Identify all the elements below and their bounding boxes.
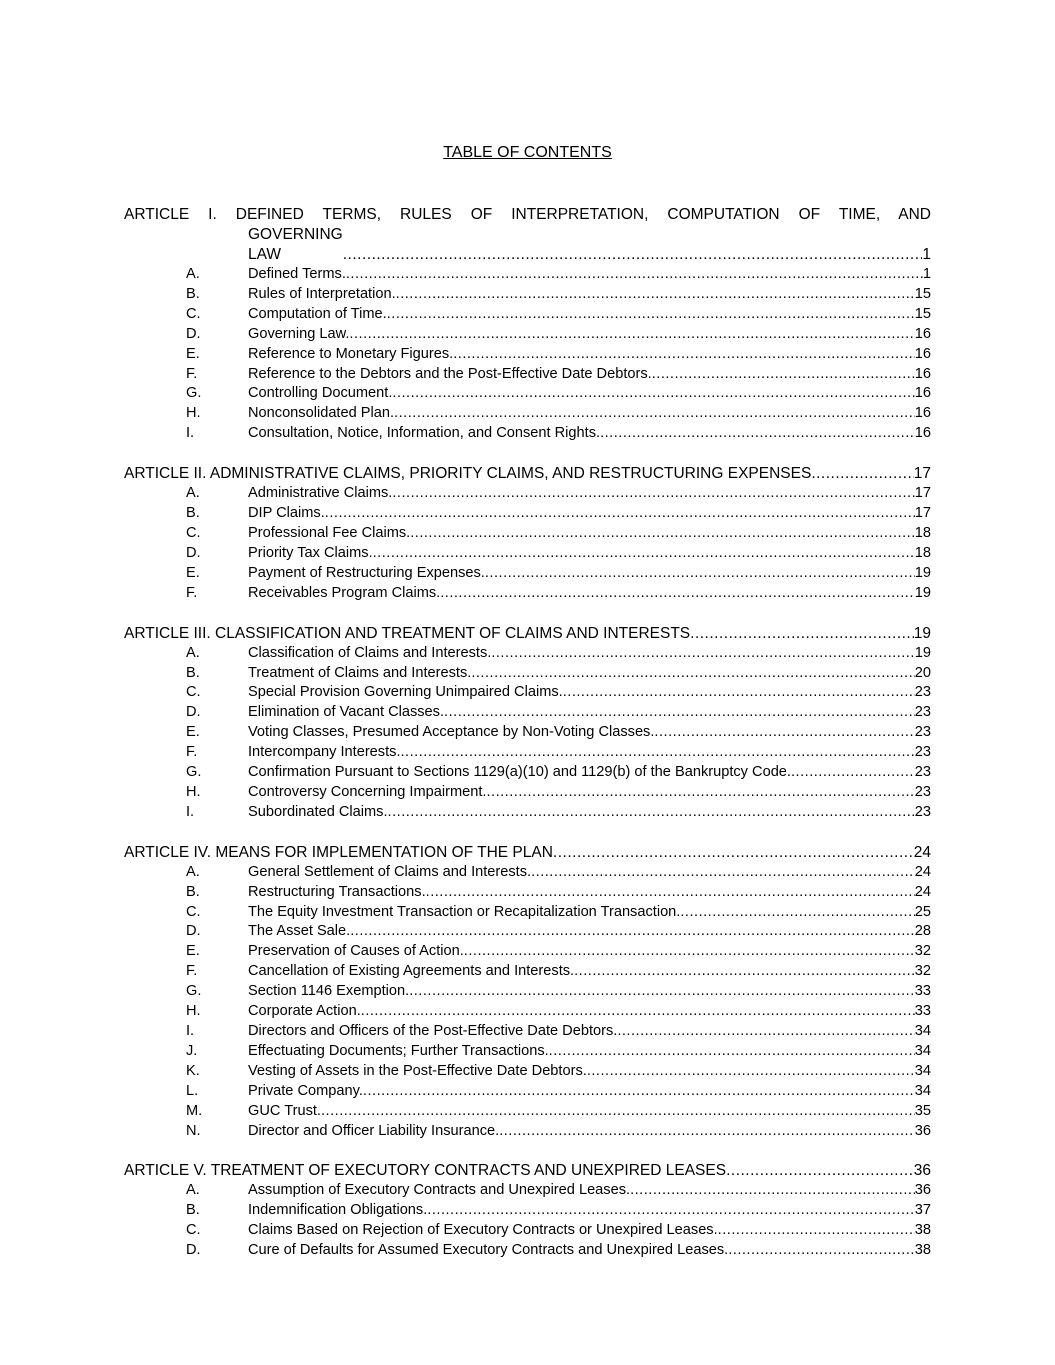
section-title: Priority Tax Claims.: [248, 544, 373, 561]
dot-leader: [811, 464, 913, 484]
toc-section-entry[interactable]: [124, 584, 931, 604]
toc-article: [124, 1161, 931, 1261]
table-of-contents: [124, 205, 931, 1281]
toc-article: [124, 843, 931, 1142]
toc-section-entry[interactable]: [124, 1002, 931, 1022]
article-heading-text: ARTICLE IV. MEANS FOR IMPLEMENTATION OF THE PLAN: [124, 843, 553, 861]
dot-leader: [444, 703, 915, 723]
section-title: Controlling Document.: [248, 385, 393, 402]
dot-leader: [350, 922, 915, 942]
page-number: 23: [914, 744, 931, 761]
section-title: Administrative Claims.: [248, 485, 393, 502]
section-title: Governing Law.: [248, 325, 350, 342]
section-letter: C.: [186, 684, 201, 701]
toc-section-entry[interactable]: [124, 644, 931, 664]
toc-section-entry[interactable]: [124, 1022, 931, 1042]
section-letter: K.: [186, 1062, 200, 1079]
article-heading[interactable]: [124, 464, 931, 484]
page-number: 23: [914, 783, 931, 800]
article-heading-continued[interactable]: [124, 225, 931, 265]
page-number: 16: [914, 365, 931, 382]
toc-section-entry[interactable]: [124, 305, 931, 325]
section-letter: I.: [186, 425, 195, 442]
section-letter: N.: [186, 1122, 201, 1139]
section-letter: F.: [186, 963, 198, 980]
toc-section-entry[interactable]: [124, 1102, 931, 1122]
article-heading-text: ARTICLE III. CLASSIFICATION AND TREATMENT OF CLAIMS AND INTERESTS: [124, 624, 691, 642]
section-title: Vesting of Assets in the Post-Effective Date Debtors.: [248, 1062, 587, 1079]
section-title: Section 1146 Exemption.: [248, 983, 410, 1000]
page-number: 16: [914, 405, 931, 422]
dot-leader: [600, 424, 915, 444]
dot-leader: [791, 763, 915, 783]
toc-section-entry[interactable]: [124, 1062, 931, 1082]
page-number: 17: [913, 465, 931, 483]
toc-section-entry[interactable]: [124, 504, 931, 524]
page-number: 36: [914, 1122, 931, 1139]
section-title: Special Provision Governing Unimpaired Claims.: [248, 684, 563, 701]
dot-leader: [361, 1002, 915, 1022]
section-title: Preservation of Causes of Action.: [248, 943, 464, 960]
section-title: Restructuring Transactions.: [248, 883, 426, 900]
section-letter: D.: [186, 923, 201, 940]
page-number: 16: [914, 385, 931, 402]
section-letter: I.: [186, 803, 195, 820]
section-title: Cure of Defaults for Assumed Executory Contracts and Unexpired Leases.: [248, 1242, 729, 1259]
dot-leader: [346, 265, 923, 285]
dot-leader: [396, 285, 915, 305]
toc-section-entry[interactable]: [124, 1181, 931, 1201]
page-number: 23: [914, 803, 931, 820]
dot-leader: [617, 1022, 914, 1042]
dot-leader: [401, 743, 915, 763]
section-letter: E.: [186, 943, 200, 960]
page-number: 36: [913, 1162, 931, 1180]
page-number: 19: [914, 564, 931, 581]
dot-leader: [440, 584, 915, 604]
toc-section-entry[interactable]: [124, 1082, 931, 1102]
dot-leader: [726, 1161, 914, 1181]
page-number: 32: [914, 943, 931, 960]
section-letter: F.: [186, 744, 198, 761]
toc-section-entry[interactable]: [124, 1201, 931, 1221]
section-title: Assumption of Executory Contracts and Unexpired Leases.: [248, 1182, 631, 1199]
article-heading-text: ARTICLE II. ADMINISTRATIVE CLAIMS, PRIORITY CLAIMS, AND RESTRUCTURING EXPENSES: [124, 465, 812, 483]
article-heading-text: ARTICLE V. TREATMENT OF EXECUTORY CONTRACTS AND UNEXPIRED LEASES: [124, 1162, 727, 1180]
page-number: 1: [922, 246, 931, 263]
page-number: 20: [914, 664, 931, 681]
section-letter: B.: [186, 1202, 200, 1219]
dot-leader: [363, 1082, 915, 1102]
section-title: Controversy Concerning Impairment.: [248, 783, 487, 800]
toc-section-entry[interactable]: [124, 803, 931, 823]
dot-leader: [718, 1221, 915, 1241]
toc-section-entry[interactable]: [124, 683, 931, 703]
dot-leader: [392, 484, 914, 504]
page-number: 23: [914, 764, 931, 781]
toc-section-entry[interactable]: [124, 1241, 931, 1261]
toc-section-entry[interactable]: [124, 962, 931, 982]
page-number: 19: [913, 624, 931, 642]
page-number: 34: [914, 1042, 931, 1059]
section-letter: G.: [186, 764, 202, 781]
section-title: Reference to the Debtors and the Post-Effective Date Debtors.: [248, 365, 652, 382]
toc-section-entry[interactable]: [124, 285, 931, 305]
page-number: 16: [914, 345, 931, 362]
section-letter: L.: [186, 1082, 199, 1099]
section-letter: H.: [186, 405, 201, 422]
dot-leader: [464, 942, 915, 962]
page-number: 15: [914, 285, 931, 302]
dot-leader: [471, 664, 914, 684]
section-letter: D.: [186, 325, 201, 342]
page-number: 18: [914, 544, 931, 561]
toc-section-entry[interactable]: [124, 664, 931, 684]
dot-leader: [531, 863, 915, 883]
dot-leader: [549, 1042, 915, 1062]
page-number: 36: [914, 1182, 931, 1199]
page-number: 19: [914, 644, 931, 661]
section-title: Intercompany Interests.: [248, 744, 401, 761]
section-letter: C.: [186, 305, 201, 322]
article-heading-cont-text: GOVERNING LAW: [248, 226, 343, 263]
dot-leader: [486, 783, 914, 803]
section-letter: E.: [186, 724, 200, 741]
section-letter: F.: [186, 584, 198, 601]
section-title: Director and Officer Liability Insurance.: [248, 1122, 500, 1139]
section-title: Subordinated Claims.: [248, 803, 388, 820]
page-number: 33: [914, 983, 931, 1000]
toc-section-entry[interactable]: [124, 982, 931, 1002]
section-title: General Settlement of Claims and Interests.: [248, 863, 532, 880]
dot-leader: [563, 683, 915, 703]
section-title: Consultation, Notice, Information, and Consent Rights.: [248, 425, 601, 442]
toc-section-entry[interactable]: [124, 365, 931, 385]
dot-leader: [553, 843, 914, 863]
dot-leader: [652, 365, 915, 385]
page-number: 15: [914, 305, 931, 322]
page-number: 18: [914, 524, 931, 541]
section-title: Corporate Action.: [248, 1003, 361, 1020]
section-letter: J.: [186, 1042, 198, 1059]
section-letter: G.: [186, 385, 202, 402]
section-letter: M.: [186, 1102, 203, 1119]
dot-leader: [373, 544, 915, 564]
dot-leader: [410, 524, 915, 544]
toc-section-entry[interactable]: [124, 384, 931, 404]
toc-section-entry[interactable]: [124, 345, 931, 365]
section-title: Treatment of Claims and Interests.: [248, 664, 472, 681]
page-number: 19: [914, 584, 931, 601]
page-number: 34: [914, 1023, 931, 1039]
page-number: 17: [914, 505, 931, 522]
section-letter: A.: [186, 644, 200, 661]
page-number: 24: [914, 863, 931, 880]
toc-section-entry[interactable]: [124, 424, 931, 444]
section-title: Elimination of Vacant Classes.: [248, 704, 445, 721]
dot-leader: [630, 1181, 915, 1201]
section-title: GUC Trust.: [248, 1102, 321, 1119]
article-heading[interactable]: [124, 624, 931, 644]
page-number: 34: [914, 1082, 931, 1099]
section-letter: C.: [186, 903, 201, 920]
toc-section-entry[interactable]: [124, 903, 931, 923]
toc-section-entry[interactable]: [124, 564, 931, 584]
section-letter: G.: [186, 983, 202, 1000]
section-letter: C.: [186, 524, 201, 541]
page-number: 16: [914, 325, 931, 342]
section-title: Private Company.: [248, 1082, 363, 1099]
section-title: Rules of Interpretation.: [248, 285, 396, 302]
page-title: TABLE OF CONTENTS: [443, 144, 612, 161]
page-number: 34: [914, 1062, 931, 1079]
section-letter: B.: [186, 285, 200, 302]
toc-article: [124, 205, 931, 444]
page-number: 37: [914, 1202, 931, 1219]
page-number: 23: [914, 704, 931, 721]
section-title: Nonconsolidated Plan.: [248, 405, 395, 422]
dot-leader: [690, 624, 914, 644]
section-letter: C.: [186, 1222, 201, 1239]
dot-leader: [485, 564, 915, 584]
toc-section-entry[interactable]: [124, 484, 931, 504]
dot-leader: [392, 384, 914, 404]
section-letter: D.: [186, 544, 201, 561]
dot-leader: [409, 982, 915, 1002]
section-title: Effectuating Documents; Further Transactions.: [248, 1042, 549, 1059]
section-title: Classification of Claims and Interests.: [248, 644, 492, 661]
section-letter: E.: [186, 345, 200, 362]
section-title: Voting Classes, Presumed Acceptance by Non-Voting Classes.: [248, 724, 655, 741]
section-letter: E.: [186, 564, 200, 581]
page-number: 35: [914, 1102, 931, 1119]
toc-section-entry[interactable]: [124, 1042, 931, 1062]
page-number: 28: [914, 923, 931, 940]
toc-section-entry[interactable]: [124, 922, 931, 942]
dot-leader: [453, 345, 915, 365]
section-title: Indemnification Obligations.: [248, 1202, 428, 1219]
dot-leader: [587, 1062, 915, 1082]
toc-section-entry[interactable]: [124, 325, 931, 345]
page-number: 38: [914, 1222, 931, 1239]
page-number: 32: [914, 963, 931, 980]
dot-leader: [574, 962, 915, 982]
section-letter: B.: [186, 664, 200, 681]
toc-section-entry[interactable]: [124, 883, 931, 903]
section-letter: A.: [186, 266, 200, 282]
section-letter: A.: [186, 863, 200, 880]
section-title: Professional Fee Claims.: [248, 524, 411, 541]
toc-section-entry[interactable]: [124, 544, 931, 564]
toc-section-entry[interactable]: [124, 743, 931, 763]
page-number: 1: [922, 266, 931, 282]
toc-section-entry[interactable]: [124, 942, 931, 962]
dot-leader: [728, 1241, 915, 1261]
section-letter: B.: [186, 883, 200, 900]
section-title: Computation of Time.: [248, 305, 387, 322]
dot-leader: [343, 245, 923, 265]
section-title: Cancellation of Existing Agreements and Interests.: [248, 963, 575, 980]
dot-leader: [426, 883, 915, 903]
section-letter: H.: [186, 783, 201, 800]
toc-section-entry[interactable]: [124, 265, 931, 285]
dot-leader: [387, 305, 915, 325]
section-letter: D.: [186, 704, 201, 721]
section-letter: B.: [186, 505, 200, 522]
section-letter: H.: [186, 1003, 201, 1020]
dot-leader: [388, 803, 915, 823]
page-number: 17: [914, 485, 931, 502]
dot-leader: [394, 404, 915, 424]
toc-section-entry[interactable]: [124, 1122, 931, 1142]
dot-leader: [499, 1122, 915, 1142]
page-number: 33: [914, 1003, 931, 1020]
section-letter: I.: [186, 1023, 195, 1039]
dot-leader: [321, 1102, 915, 1122]
section-title: Defined Terms.: [248, 266, 346, 282]
dot-leader: [325, 504, 915, 524]
section-letter: A.: [186, 485, 200, 502]
page-number: 24: [913, 843, 931, 861]
toc-article: [124, 464, 931, 603]
toc-section-entry[interactable]: [124, 763, 931, 783]
page-number: 23: [914, 724, 931, 741]
section-letter: A.: [186, 1182, 200, 1199]
page-number: 25: [914, 903, 931, 920]
dot-leader: [680, 903, 914, 923]
toc-section-entry[interactable]: [124, 783, 931, 803]
toc-section-entry[interactable]: [124, 404, 931, 424]
section-title: Reference to Monetary Figures.: [248, 345, 454, 362]
toc-section-entry[interactable]: [124, 723, 931, 743]
dot-leader: [349, 325, 914, 345]
section-title: Payment of Restructuring Expenses.: [248, 564, 485, 581]
toc-section-entry[interactable]: [124, 703, 931, 723]
article-heading[interactable]: [124, 1161, 931, 1181]
section-title: Confirmation Pursuant to Sections 1129(a)(10) and 1129(b) of the Bankruptcy Code.: [248, 764, 791, 781]
article-heading[interactable]: [124, 843, 931, 863]
page-number: 38: [914, 1242, 931, 1259]
page-number: 16: [914, 425, 931, 442]
section-title: Claims Based on Rejection of Executory Contracts or Unexpired Leases.: [248, 1222, 718, 1239]
page-number: 23: [914, 684, 931, 701]
dot-leader: [427, 1201, 914, 1221]
page-number: 24: [914, 883, 931, 900]
toc-section-entry[interactable]: [124, 863, 931, 883]
section-title: Directors and Officers of the Post-Effective Date Debtors.: [248, 1023, 618, 1039]
article-heading[interactable]: ARTICLE I. DEFINED TERMS, RULES OF INTERPRETATION, COMPUTATION OF TIME, AND: [124, 206, 931, 223]
section-letter: F.: [186, 365, 198, 382]
toc-section-entry[interactable]: [124, 524, 931, 544]
dot-leader: [654, 723, 914, 743]
toc-article: [124, 624, 931, 823]
section-title: The Equity Investment Transaction or Recapitalization Transaction.: [248, 903, 681, 920]
section-title: The Asset Sale.: [248, 923, 351, 940]
toc-section-entry[interactable]: [124, 1221, 931, 1241]
dot-leader: [491, 644, 914, 664]
section-letter: D.: [186, 1242, 201, 1259]
section-title: Receivables Program Claims.: [248, 584, 441, 601]
section-title: DIP Claims.: [248, 505, 325, 522]
